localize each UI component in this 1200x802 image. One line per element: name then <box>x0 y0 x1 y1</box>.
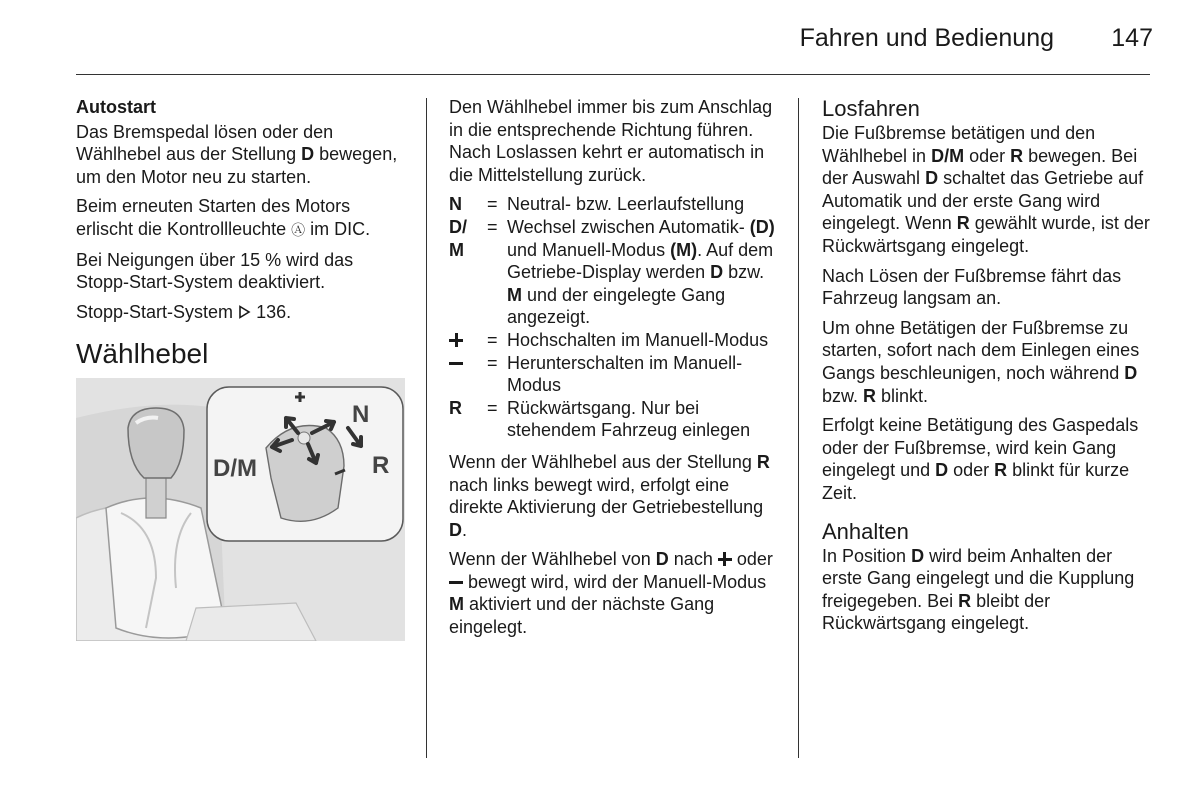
text: aktiviert und der nächste Gang eingelegt. <box>449 594 715 638</box>
text: Wenn der Wählhebel von <box>449 549 656 570</box>
losfahren-paragraph-1 <box>822 122 1152 258</box>
text: R <box>863 385 877 406</box>
definition-value: Hochschalten im Manuell-Modus <box>507 329 769 350</box>
minus-icon <box>449 575 463 589</box>
text: . Auf dem Getriebe-Display werden <box>507 239 774 283</box>
autostart-paragraph-1 <box>76 121 410 189</box>
column-divider-1 <box>426 98 427 758</box>
text: D <box>935 460 949 481</box>
text: bzw. <box>723 262 765 283</box>
autostop-indicator-icon: Ⓐ <box>291 221 306 238</box>
definition-equals: = <box>487 216 498 237</box>
column-3 <box>822 96 1152 642</box>
label-r: R <box>372 451 390 479</box>
definition-equals: = <box>487 194 498 215</box>
page-reference-icon <box>238 305 251 319</box>
gear-definition-list <box>449 193 781 442</box>
text: (M) <box>670 239 698 260</box>
text: im DIC. <box>305 218 371 239</box>
text: R <box>1010 145 1024 166</box>
definition-key <box>449 352 487 397</box>
column-2 <box>449 96 781 646</box>
text: M <box>449 594 464 615</box>
minus-icon <box>449 356 463 370</box>
autostart-paragraph-4 <box>76 301 410 324</box>
text: bewegen. Bei der Auswahl <box>822 145 1138 189</box>
page-reference-number: 136. <box>256 301 292 322</box>
definition-key: N <box>449 194 462 215</box>
losfahren-heading: Losfahren <box>822 96 920 121</box>
text: und Manuell-Modus <box>507 239 671 260</box>
text: (D) <box>749 216 775 237</box>
text: R <box>956 213 970 234</box>
header-title: Fahren und Bedienung <box>799 24 1054 52</box>
text: D <box>925 168 939 189</box>
text: In Position <box>822 545 912 566</box>
text: D <box>449 519 462 540</box>
definition-key: R <box>449 397 462 418</box>
text: Wechsel zwischen Automatik- <box>507 216 750 237</box>
gear-selector-illustration <box>76 378 405 641</box>
text: nach links bewegt wird, erfolgt eine direkte Aktivierung der Getriebestellung <box>449 474 764 518</box>
column-divider-2 <box>798 98 799 758</box>
text: D <box>911 545 925 566</box>
definition-value <box>507 216 781 329</box>
definition-value: Neutral- bzw. Leerlaufstellung <box>507 194 745 215</box>
text: R <box>994 460 1008 481</box>
text: bzw. <box>822 385 864 406</box>
col2-paragraph-3 <box>449 548 781 638</box>
text: oder <box>964 145 1011 166</box>
definition-value: Herunterschalten im Manuell-Modus <box>507 352 743 396</box>
definition-key <box>449 329 487 352</box>
header-rule <box>76 74 1150 75</box>
definition-equals: = <box>487 352 498 373</box>
definition-r <box>449 397 781 442</box>
autostart-heading: Autostart <box>76 97 156 117</box>
definition-minus <box>449 352 781 397</box>
text: und der eingelegte Gang angezeigt. <box>507 284 726 328</box>
text: blinkt für kurze Zeit. <box>822 460 1130 503</box>
text: R <box>958 590 972 611</box>
text: gewählt wurde, ist der Rückwärtsgang eingelegt. <box>822 213 1150 256</box>
plus-icon <box>449 333 463 347</box>
text: bleibt der Rückwärtsgang eingelegt. <box>822 590 1051 634</box>
definition-equals: = <box>487 397 498 418</box>
gear-d: D <box>301 144 315 165</box>
text: oder <box>948 460 995 481</box>
plus-icon <box>718 552 732 566</box>
text: Stopp-Start-System <box>76 301 239 322</box>
text: Wenn der Wählhebel aus der Stellung <box>449 451 757 472</box>
label-n: N <box>352 400 370 428</box>
text: blinkt. <box>876 385 929 406</box>
definition-value: Rückwärtsgang. Nur bei stehendem Fahrzeug einlegen <box>507 397 751 441</box>
text: R <box>756 451 770 472</box>
losfahren-paragraph-3 <box>822 317 1152 407</box>
definition-plus <box>449 329 781 352</box>
column-1 <box>76 96 410 641</box>
anhalten-paragraph <box>822 545 1152 635</box>
text: D <box>655 549 669 570</box>
col2-paragraph-1: Den Wählhebel immer bis zum Anschlag in die entsprechende Richtung führen. Nach Loslassen kehrt er automatisch in die Mittelstellung zurück. <box>449 97 773 185</box>
text: Das Bremspedal lösen oder den Wählhebel aus der Stellung <box>76 121 334 165</box>
text: Erfolgt keine Betätigung des Gaspedals oder der Fußbremse, wird kein Gang eingelegt und <box>822 415 1139 481</box>
definition-n <box>449 193 781 216</box>
definition-key: D/ M <box>449 216 467 260</box>
anhalten-heading: Anhalten <box>822 518 909 544</box>
text: wird beim Anhalten der erste Gang eingelegt und die Kupplung freigegeben. Bei <box>822 545 1135 611</box>
text: bewegen, um den Motor neu zu starten. <box>76 144 398 187</box>
col2-paragraph-2 <box>449 451 781 541</box>
text: D/M <box>931 145 965 166</box>
section-title: Wählhebel <box>76 338 209 370</box>
autostart-paragraph-2 <box>76 195 410 241</box>
page-number: 147 <box>1111 24 1153 52</box>
text: oder <box>731 549 773 570</box>
text: D <box>1124 362 1138 383</box>
text: bewegt wird, wird der Manuell-Modus <box>463 571 767 592</box>
text: . <box>462 519 468 540</box>
label-dm: D/M <box>213 454 257 482</box>
text: nach <box>668 549 718 570</box>
text: Die Fußbremse betätigen und den Wählhebel in <box>822 123 1096 166</box>
definition-equals: = <box>487 329 498 350</box>
definition-dm <box>449 216 781 329</box>
text: Beim erneuten Starten des Motors erlischt die Kontrollleuchte <box>76 196 351 239</box>
text: schaltet das Getriebe auf Automatik und der erste Gang wird eingelegt. Wenn <box>822 168 1144 234</box>
losfahren-paragraph-2: Nach Lösen der Fußbremse fährt das Fahrzeug langsam an. <box>822 265 1122 309</box>
text: Um ohne Betätigen der Fußbremse zu starten, sofort nach dem Einlegen eines Gangs beschleunigen, noch während <box>822 317 1140 383</box>
losfahren-paragraph-4 <box>822 414 1152 504</box>
autostart-paragraph-3: Bei Neigungen über 15 % wird das Stopp-Start-System deaktiviert. <box>76 249 354 293</box>
text: M <box>507 284 522 305</box>
text: D <box>710 262 724 283</box>
